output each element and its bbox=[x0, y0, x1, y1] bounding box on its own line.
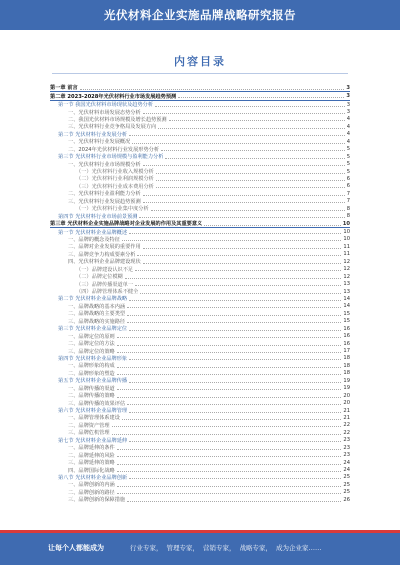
toc-page-number: 22 bbox=[343, 422, 350, 429]
toc-entry[interactable] bbox=[50, 101, 350, 108]
toc-entry-text: 一、光伏材料市场发展态势分析 bbox=[68, 109, 141, 116]
toc-leader-dots bbox=[122, 240, 342, 241]
toc-page-number: 7 bbox=[346, 198, 350, 205]
toc-entry-text: （三）光伏材料行业成本费用分析 bbox=[76, 183, 154, 190]
toc-page-number: 16 bbox=[343, 325, 350, 332]
toc-entry-text: 第五节 光伏材料企业品牌传播 bbox=[58, 378, 128, 385]
toc-entry-text: 三、光伏材料行业发展趋势预测 bbox=[68, 198, 141, 205]
toc-leader-dots bbox=[117, 352, 342, 353]
toc-page-number: 10 bbox=[343, 236, 350, 243]
toc-entry-text: 第六节 光伏材料企业品牌管理 bbox=[58, 408, 128, 415]
toc-entry-text: 一、光伏材料行业市场规模分析 bbox=[68, 161, 141, 168]
toc-page-number: 10 bbox=[342, 220, 350, 227]
toc-leader-dots bbox=[117, 374, 342, 375]
toc-entry[interactable] bbox=[50, 212, 350, 219]
toc-entry[interactable] bbox=[50, 474, 350, 481]
toc-entry[interactable] bbox=[50, 251, 350, 258]
footer-tag: 行业专家， bbox=[130, 544, 163, 552]
toc-entry-text: 二、品牌对企业发展的重要作用 bbox=[68, 244, 141, 251]
footer-tag: 战略专家， bbox=[239, 544, 272, 552]
toc-entry-text: 一、光伏材料行业发展概况 bbox=[68, 139, 131, 146]
toc-page-number: 12 bbox=[343, 273, 350, 280]
toc-entry-text: 二、品牌资产管理 bbox=[68, 422, 110, 429]
toc-page-number: 15 bbox=[343, 310, 350, 317]
toc-page-number: 21 bbox=[343, 407, 350, 414]
toc-entry[interactable] bbox=[50, 399, 350, 406]
toc-page-number: 3 bbox=[346, 109, 350, 116]
toc-entry-text: （一）品牌建设认识不足 bbox=[76, 266, 134, 273]
toc-entry-text: 一、品牌定位的原则 bbox=[68, 333, 115, 340]
toc-leader-dots bbox=[143, 195, 345, 196]
toc-entry-text: 一、品牌创新的内涵 bbox=[68, 482, 115, 489]
toc-entry[interactable] bbox=[50, 362, 350, 369]
toc-page-number: 13 bbox=[343, 281, 350, 288]
toc-entry[interactable] bbox=[50, 429, 350, 436]
toc-leader-dots bbox=[117, 493, 342, 494]
toc-leader-dots bbox=[117, 389, 342, 390]
toc-page-number: 12 bbox=[343, 258, 350, 265]
toc-entry-text: 第一节 我国光伏材料市场现状及趋势分析 bbox=[58, 102, 154, 109]
toc-entry[interactable] bbox=[50, 481, 350, 488]
toc-leader-dots bbox=[143, 165, 345, 166]
toc-page-number: 11 bbox=[343, 243, 350, 250]
toc-entry-text: 一、品牌的概念及特征 bbox=[68, 236, 120, 243]
toc-page-number: 3 bbox=[346, 101, 350, 108]
toc-entry-text: 二、品牌形象的塑造 bbox=[68, 370, 115, 377]
toc-entry-text: 二、品牌创新的路径 bbox=[68, 489, 115, 496]
toc-entry[interactable] bbox=[50, 288, 350, 295]
toc-list bbox=[50, 84, 350, 504]
toc-entry-text: 二、我国光伏材料市场规模及增长趋势预测 bbox=[68, 116, 167, 123]
toc-page-number: 26 bbox=[343, 496, 350, 503]
toc-page-number: 21 bbox=[343, 414, 350, 421]
toc-leader-dots bbox=[139, 217, 344, 218]
toc-entry[interactable] bbox=[50, 496, 350, 503]
toc-entry[interactable] bbox=[50, 92, 350, 100]
toc-page-number: 25 bbox=[343, 489, 350, 496]
toc-leader-dots bbox=[117, 471, 342, 472]
toc-leader-dots bbox=[129, 382, 341, 383]
toc-entry-text: 第一节 光伏材料企业品牌概述 bbox=[58, 229, 128, 236]
toc-leader-dots bbox=[129, 300, 341, 301]
toc-entry-text: 四、光伏材料企业品牌建设现状 bbox=[68, 259, 141, 266]
footer-slogan: 让每个人都能成为 bbox=[48, 544, 104, 552]
toc-entry[interactable] bbox=[50, 355, 350, 362]
toc-entry-text: 二、光伏材料行业盈利能力分析 bbox=[68, 191, 141, 198]
toc-entry[interactable] bbox=[50, 459, 350, 466]
toc-page-number: 25 bbox=[343, 481, 350, 488]
toc-leader-dots bbox=[117, 397, 342, 398]
footer-tag: 成为企业家…… bbox=[276, 544, 322, 552]
toc-leader-dots bbox=[117, 449, 342, 450]
toc-entry-text: 第三节 光伏材料企业品牌定位 bbox=[58, 326, 128, 333]
toc-leader-dots bbox=[143, 113, 345, 114]
toc-page-number: 16 bbox=[343, 340, 350, 347]
toc-entry-text: 二、品牌传播的策略 bbox=[68, 393, 115, 400]
toc-leader-dots bbox=[161, 150, 345, 151]
toc-entry[interactable] bbox=[50, 205, 350, 212]
toc-page-number: 22 bbox=[343, 429, 350, 436]
toc-leader-dots bbox=[117, 486, 342, 487]
toc-entry[interactable] bbox=[50, 392, 350, 399]
toc-entry[interactable] bbox=[50, 168, 350, 175]
toc-leader-dots bbox=[135, 285, 341, 286]
toc-entry[interactable] bbox=[50, 146, 350, 153]
toc-page-number: 15 bbox=[343, 318, 350, 325]
toc-page-number: 23 bbox=[343, 437, 350, 444]
toc-entry[interactable] bbox=[50, 175, 350, 182]
toc-page-number: 3 bbox=[346, 93, 350, 100]
toc-entry[interactable] bbox=[50, 451, 350, 458]
toc-page-number: 20 bbox=[343, 392, 350, 399]
toc-leader-dots bbox=[129, 478, 341, 479]
toc-entry[interactable] bbox=[50, 347, 350, 354]
toc-entry[interactable] bbox=[50, 266, 350, 273]
toc-page-number: 5 bbox=[346, 153, 350, 160]
toc-entry-text: 三、品牌传播的效果评估 bbox=[68, 400, 126, 407]
toc-page-number: 18 bbox=[343, 355, 350, 362]
toc-entry[interactable] bbox=[50, 116, 350, 123]
toc-page-number: 4 bbox=[346, 131, 350, 138]
toc-entry-text: 第八节 光伏材料企业品牌创新 bbox=[58, 474, 128, 481]
toc-entry[interactable] bbox=[50, 437, 350, 444]
toc-entry-text: 三、品牌创新的保障措施 bbox=[68, 497, 126, 504]
toc-leader-dots bbox=[80, 89, 345, 90]
toc-entry[interactable] bbox=[50, 183, 350, 190]
toc-leader-dots bbox=[112, 426, 342, 427]
toc-leader-dots bbox=[137, 255, 341, 256]
toc-page-number: 7 bbox=[346, 190, 350, 197]
toc-leader-dots bbox=[143, 202, 345, 203]
toc-entry-text: 三、品牌战略的实施路径 bbox=[68, 318, 126, 325]
toc-page-number: 14 bbox=[343, 295, 350, 302]
toc-page-number: 5 bbox=[346, 168, 350, 175]
toc-entry-text: （四）品牌管理体系不健全 bbox=[76, 289, 139, 296]
toc-entry-text: 第七节 光伏材料企业品牌延伸 bbox=[58, 437, 128, 444]
toc-leader-dots bbox=[158, 128, 344, 129]
toc-page-number: 4 bbox=[346, 138, 350, 145]
toc-entry[interactable] bbox=[50, 123, 350, 130]
toc-leader-dots bbox=[156, 173, 345, 174]
toc-page-number: 14 bbox=[343, 303, 350, 310]
toc-leader-dots bbox=[165, 158, 344, 159]
toc-leader-dots bbox=[112, 434, 342, 435]
footer-tags bbox=[130, 539, 322, 557]
toc-leader-dots bbox=[122, 419, 342, 420]
toc-entry[interactable] bbox=[50, 153, 350, 160]
toc-entry-text: 第二节 光伏材料行业发展分析 bbox=[58, 131, 128, 138]
toc-entry-text: 第四节 光伏材料行业市场前景预测 bbox=[58, 213, 138, 220]
toc-leader-dots bbox=[129, 412, 341, 413]
toc-entry-text: 二、品牌战略的主要类型 bbox=[68, 311, 126, 318]
toc-entry[interactable] bbox=[50, 108, 350, 115]
toc-leader-dots bbox=[117, 456, 342, 457]
toc-leader-dots bbox=[135, 270, 341, 271]
toc-entry[interactable] bbox=[50, 332, 350, 339]
toc-leader-dots bbox=[127, 322, 341, 323]
toc-leader-dots bbox=[117, 345, 342, 346]
toc-page-number: 23 bbox=[343, 452, 350, 459]
toc-entry-text: 三、品牌竞争力构成要素分析 bbox=[68, 251, 136, 258]
toc-entry-text: （三）品牌传播渠道单一 bbox=[76, 281, 134, 288]
toc-entry[interactable] bbox=[50, 325, 350, 332]
toc-leader-dots bbox=[129, 135, 345, 136]
toc-entry[interactable] bbox=[50, 414, 350, 421]
toc-entry-text: （一）光伏材料行业集中度分析 bbox=[76, 206, 149, 213]
toc-entry-text: 第二章 2023-2028年光伏材料行业市场发展趋势预测 bbox=[50, 93, 177, 100]
toc-page-number: 6 bbox=[346, 183, 350, 190]
toc-leader-dots bbox=[143, 248, 342, 249]
toc-page-number: 4 bbox=[346, 116, 350, 123]
toc-leader-dots bbox=[117, 464, 342, 465]
toc-entry[interactable] bbox=[50, 422, 350, 429]
toc-entry[interactable] bbox=[50, 377, 350, 384]
toc-entry[interactable] bbox=[50, 236, 350, 243]
toc-leader-dots bbox=[156, 187, 345, 188]
toc-entry-text: 第二节 光伏材料企业品牌战略 bbox=[58, 296, 128, 303]
toc-entry[interactable] bbox=[50, 295, 350, 302]
toc-page-number: 11 bbox=[343, 251, 350, 258]
toc-entry-text: 第一章 前言 bbox=[50, 85, 78, 92]
toc-leader-dots bbox=[127, 501, 341, 502]
toc-entry[interactable] bbox=[50, 489, 350, 496]
toc-entry[interactable] bbox=[50, 220, 350, 228]
toc-leader-dots bbox=[178, 97, 344, 98]
toc-page-number: 18 bbox=[343, 370, 350, 377]
toc-entry[interactable] bbox=[50, 466, 350, 473]
toc-entry-text: 二、品牌定位的方法 bbox=[68, 341, 115, 348]
toc-entry[interactable] bbox=[50, 280, 350, 287]
toc-page-number: 19 bbox=[343, 385, 350, 392]
toc-page-number: 6 bbox=[346, 175, 350, 182]
toc-page-number: 24 bbox=[343, 467, 350, 474]
toc-page-number: 10 bbox=[343, 229, 350, 236]
document-title: 光伏材料企业实施品牌战略研究报告 bbox=[104, 8, 296, 22]
toc-leader-dots bbox=[169, 120, 345, 121]
toc-entry-text: （二）品牌定位模糊 bbox=[76, 274, 123, 281]
footer-accent-line bbox=[0, 530, 400, 533]
toc-page-number: 3 bbox=[346, 84, 350, 91]
toc-page-number: 5 bbox=[346, 146, 350, 153]
toc-entry-text: （一）光伏材料行业收入规模分析 bbox=[76, 169, 154, 176]
toc-entry[interactable] bbox=[50, 243, 350, 250]
toc-entry-text: 二、品牌延伸的风险 bbox=[68, 452, 115, 459]
toc-leader-dots bbox=[127, 404, 341, 405]
toc-entry[interactable] bbox=[50, 160, 350, 167]
toc-page-number: 19 bbox=[343, 377, 350, 384]
toc-entry[interactable] bbox=[50, 310, 350, 317]
toc-leader-dots bbox=[117, 337, 342, 338]
footer-tag: 管理专家， bbox=[166, 544, 199, 552]
toc-entry[interactable] bbox=[50, 318, 350, 325]
toc-entry-text: 四、品牌国际化战略 bbox=[68, 467, 115, 474]
toc-entry[interactable] bbox=[50, 138, 350, 145]
toc-leader-dots bbox=[140, 293, 341, 294]
toc-leader-dots bbox=[129, 359, 341, 360]
toc-entry[interactable] bbox=[50, 385, 350, 392]
toc-page-number: 20 bbox=[343, 400, 350, 407]
toc-page-number: 5 bbox=[346, 161, 350, 168]
toc-entry[interactable] bbox=[50, 273, 350, 280]
toc-entry-text: 一、品牌传播的渠道 bbox=[68, 385, 115, 392]
toc-entry-text: 三、品牌延伸的策略 bbox=[68, 460, 115, 467]
toc-page-number: 25 bbox=[343, 474, 350, 481]
toc-leader-dots bbox=[129, 330, 341, 331]
toc-leader-dots bbox=[132, 143, 344, 144]
toc-entry[interactable] bbox=[50, 228, 350, 235]
toc-entry-text: 一、品牌战略的基本内涵 bbox=[68, 303, 126, 310]
toc-entry-text: 一、品牌延伸的条件 bbox=[68, 445, 115, 452]
toc-leader-dots bbox=[129, 441, 341, 442]
toc-entry[interactable] bbox=[50, 198, 350, 205]
toc-leader-dots bbox=[204, 225, 341, 226]
toc-page-number: 17 bbox=[343, 348, 350, 355]
toc-page-number: 24 bbox=[343, 459, 350, 466]
toc-leader-dots bbox=[117, 367, 342, 368]
toc-entry[interactable] bbox=[50, 303, 350, 310]
toc-entry-text: 三、光伏材料行业竞争格局及发展方向 bbox=[68, 124, 157, 131]
toc-entry-text: 第四节 光伏材料企业品牌形象 bbox=[58, 355, 128, 362]
toc-entry-text: 第三章 光伏材料企业实施品牌战略对企业发展的作用及其重要意义 bbox=[50, 221, 203, 228]
toc-page-number: 13 bbox=[343, 288, 350, 295]
toc-title: 内容目录 bbox=[174, 55, 226, 68]
toc-entry[interactable] bbox=[50, 190, 350, 197]
toc-leader-dots bbox=[127, 315, 341, 316]
toc-leader-dots bbox=[129, 233, 341, 234]
toc-page-number: 12 bbox=[343, 266, 350, 273]
toc-leader-dots bbox=[155, 106, 345, 107]
toc-entry[interactable] bbox=[50, 84, 350, 92]
toc-page-number: 8 bbox=[346, 205, 350, 212]
toc-entry-text: 一、品牌管理体系建设 bbox=[68, 415, 120, 422]
toc-entry-text: 二、2024年光伏材料行业发展形势分析 bbox=[68, 146, 160, 153]
toc-page-number: 18 bbox=[343, 362, 350, 369]
toc-page-number: 16 bbox=[343, 333, 350, 340]
toc-heading-bar bbox=[52, 53, 348, 74]
toc-page-number: 23 bbox=[343, 444, 350, 451]
toc-leader-dots bbox=[127, 307, 341, 308]
toc-entry[interactable] bbox=[50, 258, 350, 265]
toc-entry-text: 第三节 光伏材料行业市场规模与盈利能力分析 bbox=[58, 154, 164, 161]
toc-entry[interactable] bbox=[50, 407, 350, 414]
toc-entry-text: 一、品牌形象的构成 bbox=[68, 363, 115, 370]
toc-entry[interactable] bbox=[50, 340, 350, 347]
toc-entry[interactable] bbox=[50, 131, 350, 138]
toc-entry[interactable] bbox=[50, 370, 350, 377]
footer-tag: 营销专家， bbox=[203, 544, 236, 552]
toc-page-number: 4 bbox=[346, 123, 350, 130]
toc-leader-dots bbox=[156, 180, 345, 181]
toc-entry-text: （二）光伏材料行业利润规模分析 bbox=[76, 176, 154, 183]
toc-entry[interactable] bbox=[50, 444, 350, 451]
toc-entry-text: 三、品牌危机管理 bbox=[68, 430, 110, 437]
toc-entry-text: 三、品牌定位的策略 bbox=[68, 348, 115, 355]
toc-leader-dots bbox=[151, 210, 345, 211]
toc-leader-dots bbox=[125, 278, 342, 279]
toc-page-number: 8 bbox=[346, 213, 350, 220]
toc-leader-dots bbox=[143, 263, 342, 264]
